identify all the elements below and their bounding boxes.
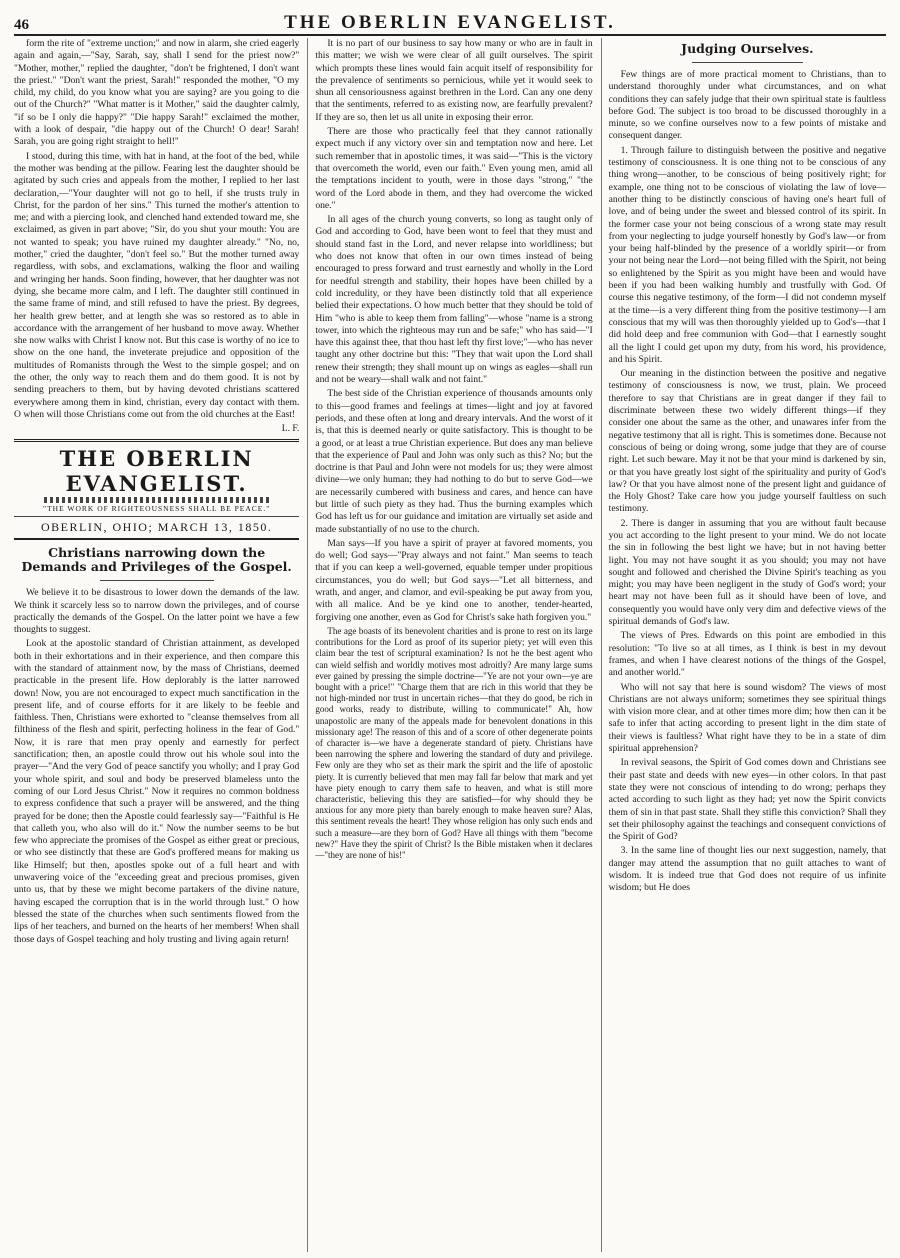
page-number: 46 bbox=[14, 17, 29, 33]
paragraph: Look at the apostolic standard of Christian attainment, as developed both in their exhortations and in their experience, and then compare this with the standard of attainment now, by the mass of Christians, deemed practicable in the present life. How deplorably is the latter narrowed down! Now, you are not encouraged to expect much sanctification in the present life, and of course efforts for it are likely to be feeble and faithless. Then, Christians were exhorted to "cleanse themselves from all filthiness of the flesh and spirit, perfecting holiness in the fear of God." Now, it is rare that men pray openly and earnestly for perfect sanctification; then, an apostle could throw out his whole soul into the prayer—"And the very God of peace sanctify you wholly; and I pray God your whole spirit, and soul and body be preserved blameless unto the coming of our Lord Jesus Christ." Now it requires no common boldness to express confidence that such a prayer will be answered, and the thing prayed for be done; then the Apostle could fearlessly say—"Faithful is He that calleth you, who also will do it." Now the number seems to be but few who appreciate the promises of the Gospel as either great or precious, or who see distinctly that these are God's proffered means for making us like Himself; but then, apostles spoke out of a full heart and with unwavering voice of the "exceeding great and precious promises, given unto us, that by these we might become partakers of the divine nature, having escaped the corruption that is in the world through lust." O how blessed the state of the churches when such sentiments flowed from the lips of her teachers, and burned on the hearts of her members! When shall those days of Gospel teaching and holy trusting and living again return! bbox=[14, 638, 300, 945]
paragraph: In all ages of the church young converts, so long as taught only of God and according to God, have been wont to feel that they must and should stand fast in the Lord, and never relapse into worldliness; but who does not know that often in our own times instead of being encouraged to press forward and trust earnestly and wholly in the Lord for needful strength and stability, their hopes have been chilled by a cold incredulity, or they have been distinctly told that all experience belied their expectations. O how much better that they should be told of Him "who is able to keep them from falling"—whose "name is a strong tower, into which the righteous may run and be safe;" who has said—"I have this against thee, that thou hast left thy first love;"—who has never taught any other doctrine but this: "They that wait upon the Lord shall renew their strength; they shall mount up on wings as eagles—shall run and not be weary—shall walk and not faint." bbox=[315, 214, 593, 386]
column-3 bbox=[601, 38, 886, 1252]
paragraph: form the rite of "extreme unction;" and now in alarm, she cried eagerly again and again,—"Say, Sarah, say, shall I send for the priest now?" "Mother, mother," replied the daughter, "don't be frightened, I don't want the priest." "Don't want the priest, Sarah!" responded the mother, "O my child, my child, do you know what you are saying? are you going to die out of the Church?" "What matter is it Mother," said the daughter calmly, "if so be I only die happy?" "Die happy Sarah!" exclaimed the mother, with a look of despair, "die happy out of the Church! O dear! Sarah! Sarah, you are going right straight to hell!" bbox=[14, 38, 300, 148]
paragraph: Who will not say that here is sound wisdom? The views of most Christians are not always uniform; sometimes they see spiritual things with vision more clear, and at other times more dim; how then can it be safe to infer that acting according to present light in the dim state of their views is faultless? What right have they to be in a state of dim spiritual apprehension? bbox=[608, 681, 886, 755]
paragraph: Man says—If you have a spirit of prayer at favored moments, you do well; God says—"Pray always and not faint." Man seems to teach that if you can keep a well-governed, equable temper under propitious circumstances, you do well; but God says—"Let all bitterness, and wrath, and anger, and clamor, and evil-speaking be put away from you, with all malice. And be ye kind one to another, tender-hearted, forgiving one another, even as God for Christ's sake hath forgiven you." bbox=[315, 537, 593, 623]
small-print-section bbox=[315, 626, 592, 861]
paragraph: Few things are of more practical moment to Christians, than to understand thoroughly under what circumstances, and on what conditions they can safely judge that their own spiritual state is faultless before God. The subject is too broad to be discussed thoroughly in a minute, so we confine ourselves now to a few points of mistake and consequent danger. bbox=[608, 69, 886, 142]
columns bbox=[14, 38, 886, 1252]
article-heading: Christians narrowing down the Demands and Privileges of the Gospel. bbox=[21, 545, 292, 575]
paragraph: It is no part of our business to say how many or who are in fault in this matter; we wish we were clear of all guilt ourselves. The spirit which prompts these lines would fain acquit itself of responsibility for the prevalence of sentiments so pernicious, while yet it would seek to shun all censoriousness against brethren in the Lord. Can any one deny that the sentiments, referred to as existing now, are fearfully prevalent? If they are so, then let us all unite in exposing their error. bbox=[315, 38, 593, 123]
signature: L. F. bbox=[281, 423, 300, 435]
heading-divider bbox=[692, 62, 803, 63]
dateline: OBERLIN, OHIO; MARCH 13, 1850. bbox=[14, 516, 299, 535]
paragraph: In revival seasons, the Spirit of God comes down and Christians see their past state and deeds with new eyes—in other colors. In that past state they were not conscious of intending to do wrong; perhaps they acted according to such light as they had; yet now the Spirit convicts them of sin in that past state. Shall they stifle this conviction? Shall they set their philosophy against the teachings and consequent convictions of the Spirit of God? bbox=[608, 757, 886, 843]
paragraph: 2. There is danger in assuming that you are without fault because you act according to the light present to your mind. We do not locate the sin in following the best light we have; but in not having better light. You may not have sought it as you should; you may not have sought and followed and cherished the Divine Spirit's teaching as you might; you may have been negligent in the study of God's word; your heart may not have been full as it should have been of love, and consequently you would have only very dim and defective views of the spiritual demands of God's law. bbox=[608, 517, 886, 628]
paragraph: The views of Pres. Edwards on this point are embodied in this resolution: "To live so at all times, as I think is best in my devout frames, and when I have clearest notions of the things of the Gospel, and another world." bbox=[608, 630, 886, 679]
heading-divider bbox=[100, 580, 214, 581]
ornamental-rule bbox=[44, 497, 269, 503]
article-heading: Judging Ourselves. bbox=[681, 41, 814, 56]
paragraph: Our meaning in the distinction between the positive and negative testimony of consciousness is now, we trust, plain. We proceed therefore to say that Christians are in great danger if they fail to discriminate between these two widely different things—if they consider one about the same as the other, and unawares infer from the negative testimony that all is right. This is sometimes done. Because not conscious of being or doing wrong, some judge that they are of course right. Let such beware. May it not be that your mind is darkened by sin, or that you have greatly lost sight of the spirituality and purity of God's law? Or that you have almost none of the present light and guidance of the Holy Ghost? Take care how you judge yourself faultless on such testimony. bbox=[608, 368, 886, 515]
paragraph: The age boasts of its benevolent charities and is prone to rest on its large contributions for the Lord as proof of its superior piety; yet will even this claim bear the test of scriptural examination? Is not he the best agent who can wield selfish and worldly motives most adroitly? Are many large sums ever gained by pressing the simple doctrine—"Ye are not your own—ye are bought with a price!" "Charge them that are rich in this world that they be not high-minded nor trust in uncertain riches—that they do good, be rich in good works, ready to distribute, willing to communicate!" Ah, how unapostolic are many of the appeals made for benevolent donations in this missionary age! The reason of this and of a score of other degenerate points of character is—we have a degenerate standard of piety. Christians have been narrowing the sphere and lowering the standard of duty and privilege. Few only are they who set as their mark the spirit and the life of apostolic piety. It is currently believed that men may fall far below that mark and yet have piety enough to carry them safe to heaven, and what is still more characteristic, believing this they are satisfied—for why should they be anxious for any more piety than barely enough to make heaven sure? Alas, this sentiment reveals the heart! They whose religion has only such ends and such a measure—are they born of God? Have all things with them "become new?" Have they the spirit of Christ? Is the Bible mistaken when it declares—"they are none of his!" bbox=[315, 625, 593, 861]
column-2 bbox=[307, 38, 592, 1252]
paragraph: There are those who practically feel that they cannot rationally expect much if any victory over sin and temptation now and here. Let such remember that in apostolic times, it was said—"This is the victory that overcometh the world, even our faith." Even young men, amid all the temptations incident to youth, were in those days "strong," "the word of the Lord abode in them, and they had overcome the wicked one." bbox=[315, 126, 593, 211]
paragraph: We believe it to be disastrous to lower down the demands of the law. We think it scarcely less so to narrow down the privileges, and of course practically the demands of the Gospel. On the latter point we have a few thoughts to suggest. bbox=[14, 587, 300, 636]
paragraph: I stood, during this time, with hat in hand, at the foot of the bed, while the mother was bending at the pillow. Fearing lest the daughter should be agitated by such cries and appeals from the mother, I replied to her last declaration,—"Your daughter will not go to hell, if she trusts truly in Christ, for the pardon of her sins." This turned the mother's attention to me; and with a piercing look, and clenched hand extended toward me, she exclaimed, as given in part above; "Sir, do you shut your mouth: You are not wanted to speak; you have ruined my daughter already." "No, no, mother," cried the daughter, "don't feel so." But the mother turned away regardless, with sobs, and exclamations, walking the floor and wailing and wringing her hands. Soon finding, however, that her daughter was not dying, she became more calm, and I left. The daughter still continued in the same frame of mind, and still refused to have the priest. By degrees, her health grew better, and at length she was so restored as to able in accordance with the arrangement of her husband to move away. Whether she now walks with Christ I know not. But this case is worthy of no ice to show on the one hand, the inveterate prejudice and opposition of the multitudes of Romanists through the West to the simple gospel; and on the other, the only way to reach them and do them good. It is not by sending preachers to them, but by having devoted christians scattered everywhere among them in kind, christian, every day contact with them. O when will those Christians come out from the old churches at the East! bbox=[14, 150, 300, 420]
signature-line bbox=[14, 423, 299, 435]
masthead bbox=[14, 439, 299, 540]
running-head bbox=[14, 8, 886, 36]
masthead-motto: "THE WORK OF RIGHTEOUSNESS SHALL BE PEACE." bbox=[43, 504, 271, 514]
paragraph: 1. Through failure to distinguish between the positive and negative testimony of consciousness. It is one thing not to be conscious of any thing wrong—another, to be conscious of being positively right; for example, one thing not to be conscious of violating the law of love—another thing to be distinctly conscious of having one's heart full of love, and of being under the sweet and blessed control of its spirit. In the former case your not being conscious of a wrong state may result from your neglecting to judge yourself honestly by God's law—or from your being half-blinded by the presence of a worldly spirit—or from your not being near the Lord—not being filled with the Spirit, not being so enlightened by the Spirit as you might have been and would have been if you had been walking humbly and trustfully with God. Of course this negative testimony, of the form—I did not condemn myself at the time—is a very different thing from the positive testimony—I am conscious that my will was then thoroughly yielded up to God's—that I did hold deep and free communion with God—that I earnestly sought all the light I could get upon my duty, from his word, his providence, and his Spirit. bbox=[608, 144, 886, 365]
paragraph: The best side of the Christian experience of thousands amounts only to this—good frames and feelings at times—light and joy at favored periods, and these often at long and dreary intervals. And the worst of it is, that this is deemed nearly or quite satisfactory. This is thought to be a good, or at least a true Christian experience. But does any man believe that the experience of Paul and John was only such as this? No; but the doctrine is that Paul and John were not models for us; they were almost divine—we only human; they had nothing to do but to serve God—we are necessarily cumbered with business and cares, and hence can have but little of such piety as they had. Thus the burning examples which God has left us for our guidance and imitation are virtually set aside and made substantially of no use to the church. bbox=[315, 388, 593, 535]
paragraph: 3. In the same line of thought lies our next suggestion, namely, that danger may attend the assumption that no guilt attaches to want of wisdom. It is indeed true that God does not require of us infinite wisdom; but He does bbox=[608, 845, 886, 894]
masthead-title: THE OBERLIN EVANGELIST. bbox=[59, 446, 254, 497]
column-1 bbox=[14, 38, 299, 1252]
journal-title: THE OBERLIN EVANGELIST. bbox=[284, 12, 616, 33]
